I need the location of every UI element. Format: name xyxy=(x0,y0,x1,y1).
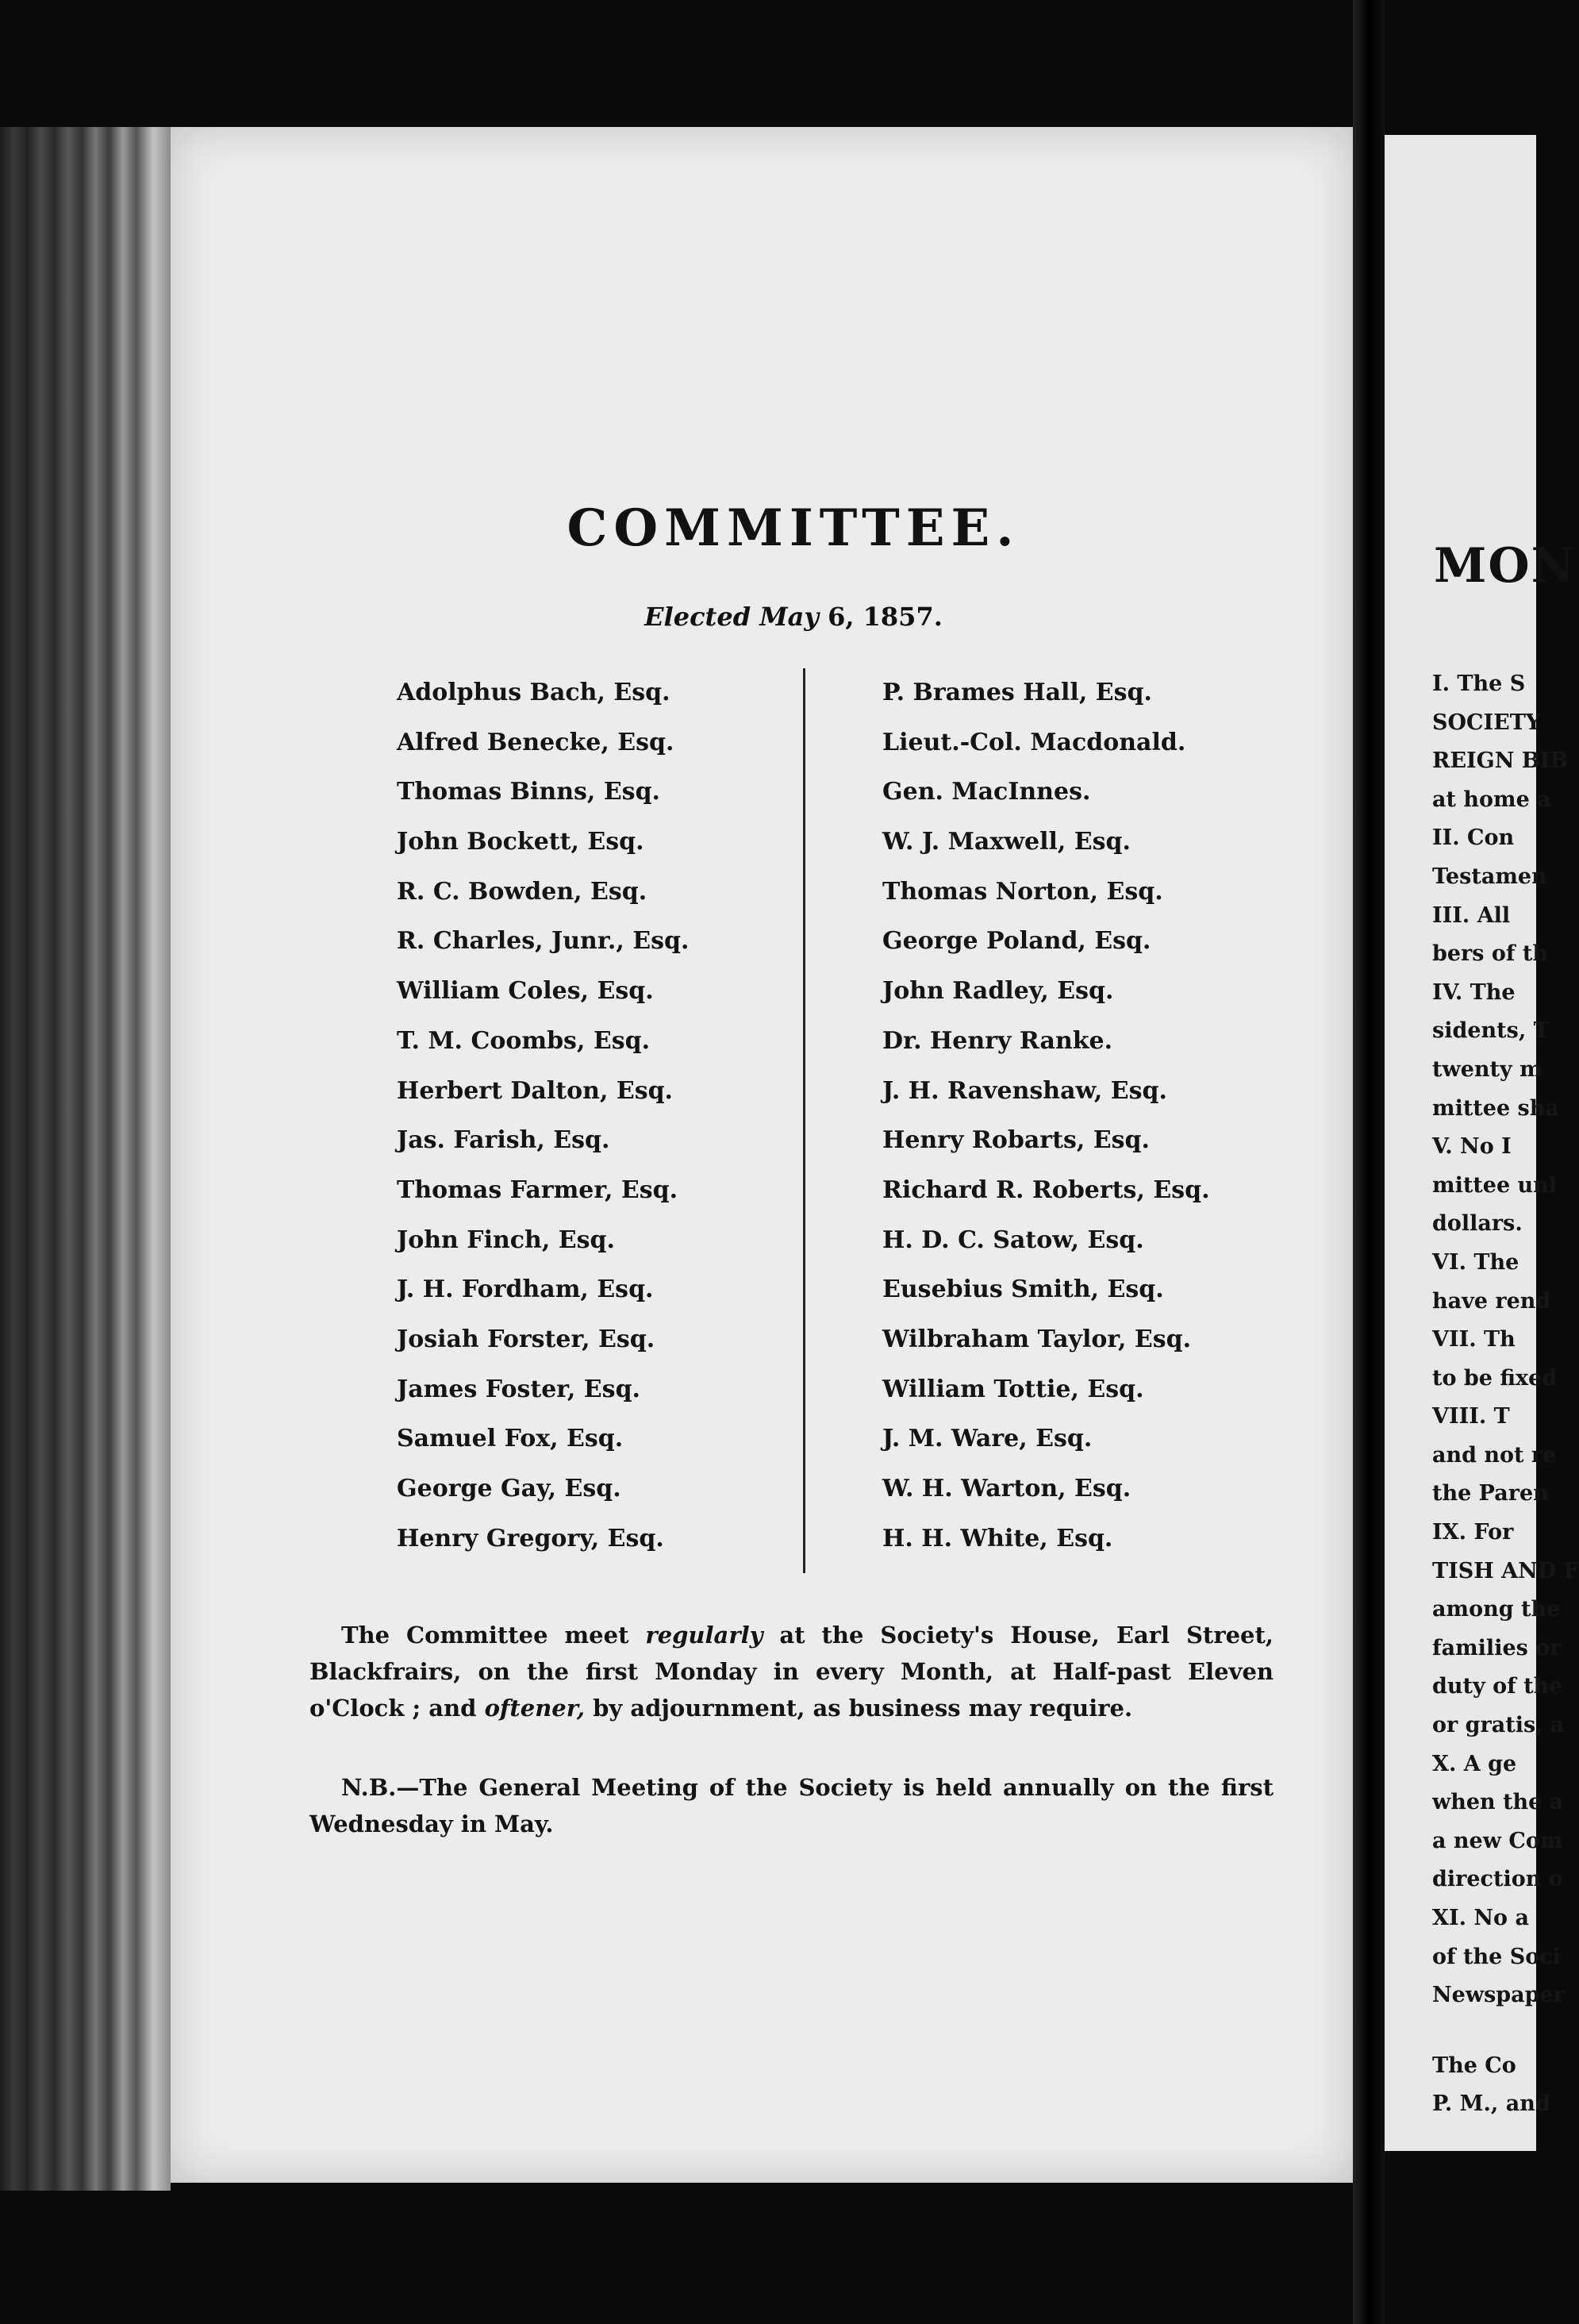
committee-member: George Gay, Esq. xyxy=(397,1475,621,1503)
facing-line: families or xyxy=(1432,1635,1562,1660)
facing-line: twenty m xyxy=(1432,1056,1543,1082)
committee-list-left xyxy=(397,668,689,1564)
committee-member: Dr. Henry Ranke. xyxy=(882,1026,1113,1055)
committee-member: J. M. Ware, Esq. xyxy=(882,1425,1093,1453)
book-gutter xyxy=(1353,0,1385,2324)
committee-member: Alfred Benecke, Esq. xyxy=(397,728,674,756)
facing-line: XI. No a xyxy=(1432,1906,1529,1930)
note-text: at the Society's House, Earl Street, Blackfrairs, on the first Monday in every Month, at Half-past Eleven o'Clock ; and xyxy=(309,1622,1274,1722)
committee-member: Henry Robarts, Esq. xyxy=(882,1126,1150,1155)
facing-line: to be fixed xyxy=(1432,1365,1558,1391)
facing-footer-line: P. M., and xyxy=(1432,2091,1550,2117)
committee-member: Lieut.-Col. Macdonald. xyxy=(882,728,1186,756)
committee-member: William Coles, Esq. xyxy=(397,977,654,1006)
facing-line: VI. The xyxy=(1432,1249,1519,1275)
note-emphasis: oftener, xyxy=(484,1695,586,1722)
facing-line: the Paren xyxy=(1432,1481,1549,1506)
facing-page xyxy=(1385,135,1579,2151)
facing-line: direction o xyxy=(1432,1867,1563,1892)
committee-member: John Bockett, Esq. xyxy=(397,828,644,856)
facing-line: X. A ge xyxy=(1432,1751,1517,1776)
note-emphasis: regularly xyxy=(645,1622,763,1649)
committee-member: William Tottie, Esq. xyxy=(882,1375,1144,1403)
facing-line: I. The S xyxy=(1432,671,1526,696)
page-title: COMMITTEE. xyxy=(567,498,1020,558)
general-meeting-note: N.B.—The General Meeting of the Society is held annually on the first Wednesday in May. xyxy=(309,1774,1274,1837)
committee-member: Josiah Forster, Esq. xyxy=(397,1325,655,1353)
facing-line: III. All xyxy=(1432,902,1511,928)
note-text: The Committee meet xyxy=(341,1622,646,1649)
facing-line: dollars. xyxy=(1432,1211,1523,1237)
facing-line: V. No I xyxy=(1432,1134,1512,1160)
note-text: by adjournment, as business may require. xyxy=(585,1695,1133,1722)
facing-line: have rend xyxy=(1432,1288,1551,1314)
committee-member: R. C. Bowden, Esq. xyxy=(397,877,647,906)
elected-date: 6, 1857. xyxy=(828,602,943,632)
facing-line: REIGN BIB xyxy=(1432,748,1569,774)
committee-member: H. H. White, Esq. xyxy=(882,1524,1113,1553)
facing-line: a new Com xyxy=(1432,1828,1563,1853)
facing-line: Newspaper xyxy=(1432,1983,1565,2008)
facing-line: mittee sha xyxy=(1432,1095,1559,1121)
meeting-schedule-note xyxy=(309,1617,1274,1726)
facing-line: VII. Th xyxy=(1432,1327,1516,1352)
facing-line: SOCIETY xyxy=(1432,710,1542,735)
facing-line: duty of the xyxy=(1432,1674,1563,1699)
facing-line: VIII. T xyxy=(1432,1404,1510,1429)
committee-member: Thomas Norton, Esq. xyxy=(882,877,1163,906)
committee-member: Richard R. Roberts, Esq. xyxy=(882,1175,1210,1204)
committee-member: J. H. Ravenshaw, Esq. xyxy=(882,1076,1167,1105)
committee-member: Eusebius Smith, Esq. xyxy=(882,1276,1164,1304)
facing-line: IX. For xyxy=(1432,1520,1514,1545)
facing-page-heading: MON xyxy=(1434,538,1577,594)
committee-list-right xyxy=(882,668,1210,1564)
committee-member: James Foster, Esq. xyxy=(397,1375,640,1403)
committee-member: Wilbraham Taylor, Esq. xyxy=(882,1325,1192,1353)
committee-member: P. Brames Hall, Esq. xyxy=(882,679,1152,706)
committee-member: T. M. Coombs, Esq. xyxy=(397,1026,651,1055)
committee-member: H. D. C. Satow, Esq. xyxy=(882,1225,1144,1254)
facing-line: II. Con xyxy=(1432,825,1515,851)
column-divider xyxy=(803,668,805,1573)
elected-label: Elected May xyxy=(644,602,819,632)
facing-line: sidents, T xyxy=(1432,1018,1550,1044)
elected-date-line xyxy=(555,602,1032,632)
committee-member: John Finch, Esq. xyxy=(397,1225,615,1254)
committee-member: R. Charles, Junr., Esq. xyxy=(397,927,690,956)
facing-footer-line: The Co xyxy=(1432,2053,1516,2078)
committee-member: Herbert Dalton, Esq. xyxy=(397,1076,674,1105)
facing-line: Testamen xyxy=(1432,864,1547,889)
committee-member: Thomas Farmer, Esq. xyxy=(397,1175,678,1204)
facing-line: bers of th xyxy=(1432,941,1549,967)
facing-line: when the a xyxy=(1432,1790,1564,1815)
committee-member: John Radley, Esq. xyxy=(882,977,1114,1006)
committee-member: J. H. Fordham, Esq. xyxy=(397,1276,654,1304)
committee-member: W. H. Warton, Esq. xyxy=(882,1475,1131,1503)
facing-line: IV. The xyxy=(1432,979,1516,1005)
facing-line: among the xyxy=(1432,1597,1561,1622)
committee-member: Adolphus Bach, Esq. xyxy=(397,679,670,706)
committee-member: Jas. Farish, Esq. xyxy=(397,1126,610,1155)
committee-member: Thomas Binns, Esq. xyxy=(397,778,660,806)
committee-member: Samuel Fox, Esq. xyxy=(397,1425,624,1453)
book-binding xyxy=(0,127,171,2191)
committee-member: George Poland, Esq. xyxy=(882,927,1151,956)
committee-member: Gen. MacInnes. xyxy=(882,778,1091,806)
facing-line: and not re xyxy=(1432,1442,1557,1468)
facing-line: of the Soci xyxy=(1432,1944,1561,1969)
committee-member: W. J. Maxwell, Esq. xyxy=(882,828,1131,856)
facing-line: TISH AND F xyxy=(1432,1558,1579,1583)
facing-line: or gratis, a xyxy=(1432,1713,1565,1738)
facing-line: mittee unl xyxy=(1432,1172,1558,1198)
facing-page-lines xyxy=(1432,665,1579,2124)
facing-line: at home a xyxy=(1432,787,1551,812)
committee-member: Henry Gregory, Esq. xyxy=(397,1524,664,1553)
